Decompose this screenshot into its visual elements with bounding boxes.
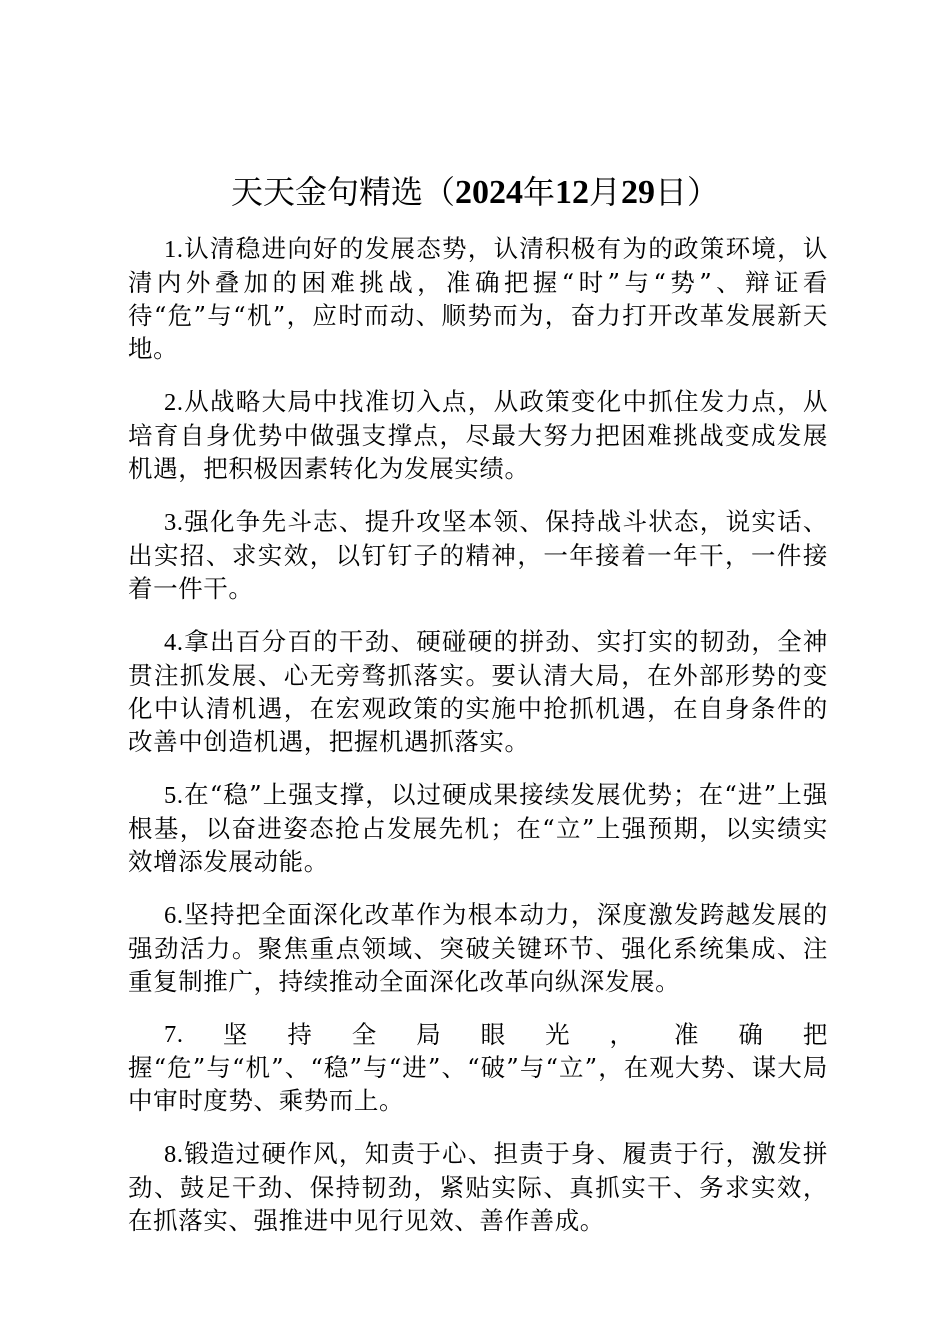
paragraph-text: 认清稳进向好的发展态势，认清积极有为的政策环境，认清内外叠加的困难挑战，准确把握“时”与“势”、辩证看待“危”与“机”，应时而动、顺势而为，奋力打开改革发展新天地。 (128, 234, 828, 363)
paragraph-text: 在“稳”上强支撑，以过硬成果接续发展优势；在“进”上强根基，以奋进姿态抢占发展先机；在“立”上强预期，以实绩实效增添发展动能。 (128, 780, 828, 876)
paragraph-text: 握“危”与“机”、“稳”与“进”、“破”与“立”，在观大势、谋大局中审时度势、乘势而上。 (128, 1053, 828, 1115)
paragraph-text: 强化争先斗志、提升攻坚本领、保持战斗状态，说实话、出实招、求实效，以钉钉子的精神，一年接着一年干，一件接着一件干。 (128, 507, 828, 603)
line-char: 持 (287, 1020, 313, 1049)
quote-paragraph-7 (128, 1018, 828, 1117)
quote-paragraph-3 (128, 505, 828, 605)
quote-paragraph-4 (128, 625, 828, 758)
quote-paragraph-1 (128, 232, 828, 365)
title-month-char: 月 (589, 173, 622, 211)
line-char: ， (609, 1020, 635, 1049)
title-day: 29 (621, 174, 656, 211)
title-suffix: 日） (655, 173, 720, 211)
paragraph-text: 坚持把全面深化改革作为根本动力，深度激发跨越发展的强劲活力。聚焦重点领域、突破关键环节、强化系统集成、注重复制推广，持续推动全面深化改革向纵深发展。 (128, 900, 828, 996)
title-year-char: 年 (522, 173, 555, 211)
paragraph-number: 7. (164, 1021, 184, 1048)
quote-paragraph-2 (128, 385, 828, 485)
document-body (128, 232, 828, 1257)
line-char: 把 (802, 1020, 828, 1049)
paragraph-text: 从战略大局中找准切入点，从政策变化中抓住发力点，从培育自身优势中做强支撑点，尽最大努力把困难挑战变成发展机遇，把积极因素转化为发展实绩。 (128, 387, 828, 483)
line-char: 光 (545, 1020, 571, 1049)
paragraph-number: 1. (164, 236, 184, 263)
quote-paragraph-8 (128, 1137, 828, 1237)
paragraph-first-line (128, 1018, 828, 1051)
quote-paragraph-5 (128, 778, 828, 878)
paragraph-number: 8. (164, 1141, 184, 1168)
title-month: 12 (555, 174, 589, 211)
paragraph-number: 5. (164, 782, 184, 809)
line-char: 坚 (222, 1020, 249, 1049)
paragraph-number: 2. (164, 389, 184, 416)
title-prefix: 天天金句精选（ (230, 173, 455, 211)
paragraph-number: 3. (164, 509, 184, 536)
title-year: 2024 (454, 174, 523, 211)
line-char: 准 (673, 1020, 700, 1049)
paragraph-text: 拿出百分百的干劲、硬碰硬的拼劲、实打实的韧劲，全神贯注抓发展、心无旁骛抓落实。要认清大局，在外部形势的变化中认清机遇，在宏观政策的实施中抢抓机遇，在自身条件的改善中创造机遇，把握机遇抓落实。 (128, 627, 828, 756)
paragraph-number: 6. (164, 902, 184, 929)
line-char: 局 (416, 1020, 442, 1049)
paragraph-text: 锻造过硬作风，知责于心、担责于身、履责于行，激发拼劲、鼓足干劲、保持韧劲，紧贴实际、真抓实干、务求实效，在抓落实、强推进中见行见效、善作善成。 (128, 1139, 828, 1235)
line-char: 眼 (480, 1020, 506, 1049)
quote-paragraph-6 (128, 898, 828, 998)
line-char: 确 (738, 1020, 764, 1049)
paragraph-number: 4. (164, 629, 184, 656)
document-title (0, 166, 950, 219)
line-char: 全 (351, 1020, 377, 1049)
